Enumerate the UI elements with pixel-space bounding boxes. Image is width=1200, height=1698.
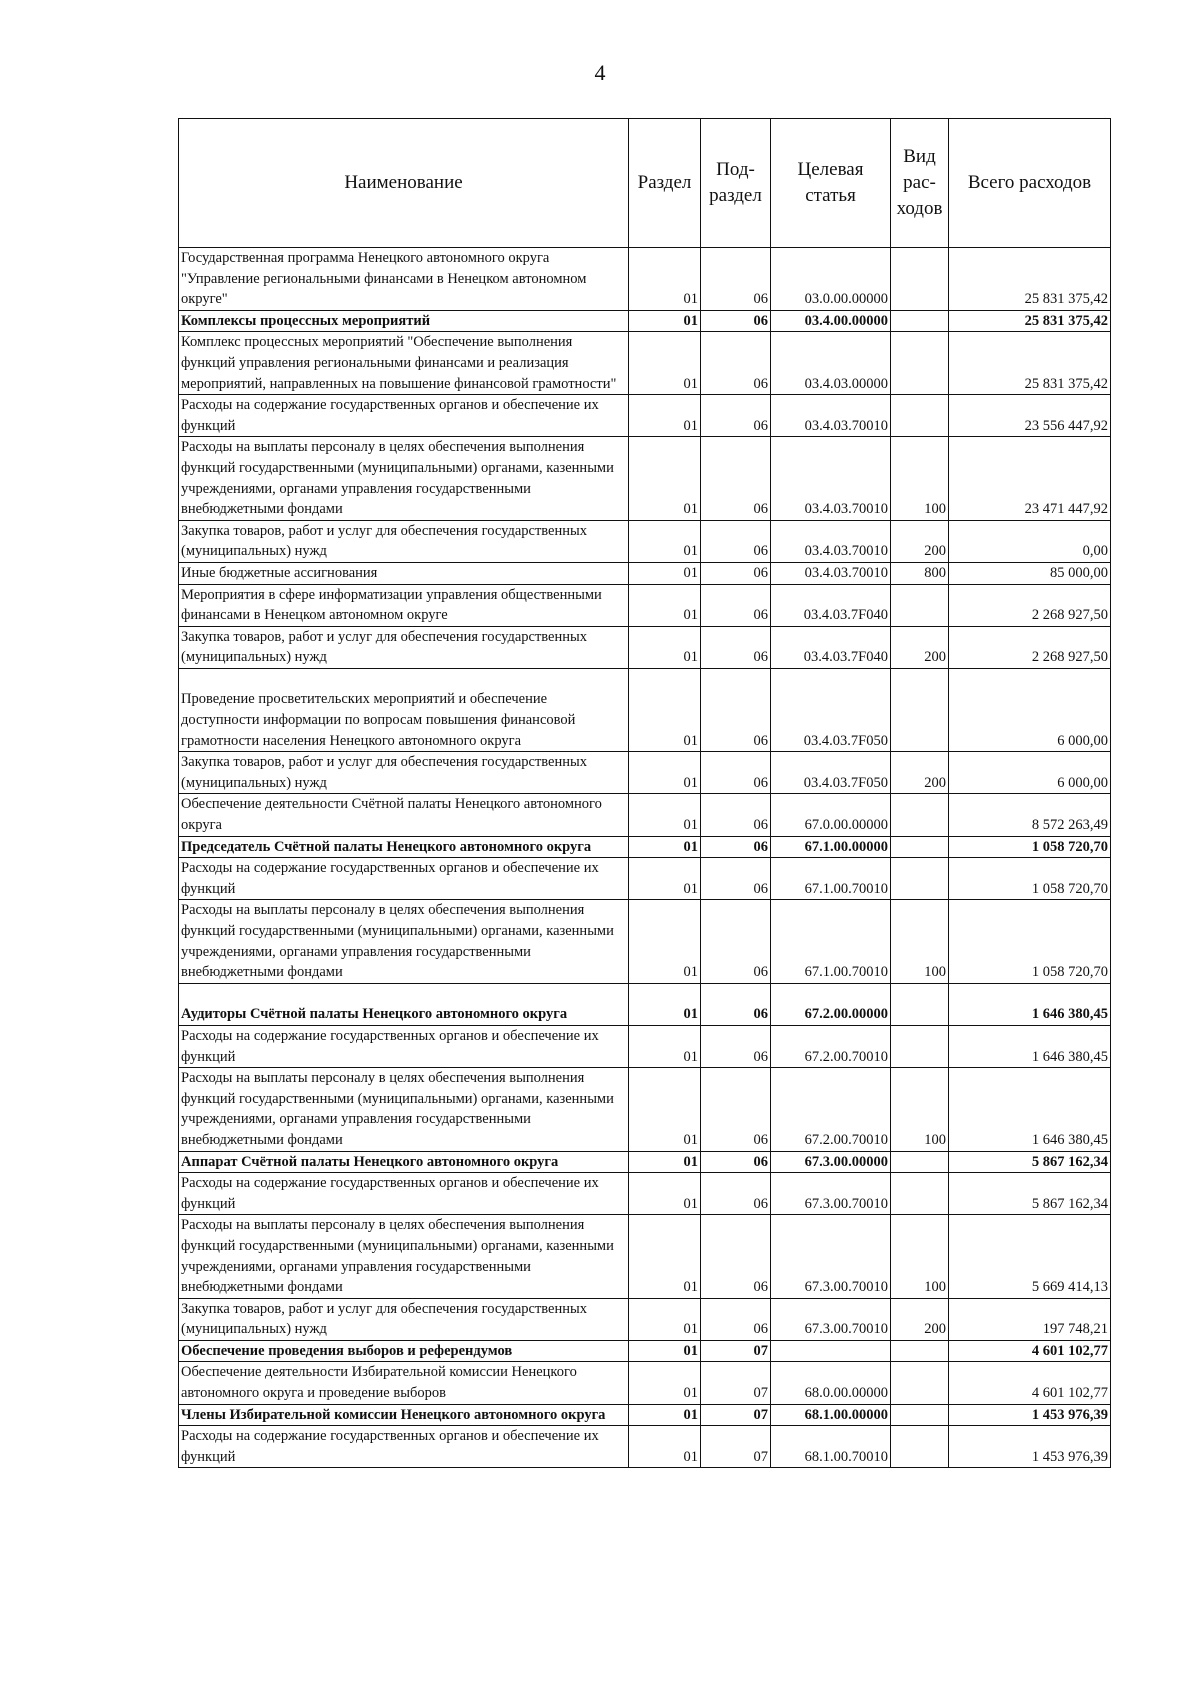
cell-podrazdel: 07	[701, 1404, 771, 1426]
budget-table	[178, 118, 1111, 1468]
cell-summa: 1 646 380,45	[949, 1025, 1111, 1067]
cell-statya: 03.4.03.70010	[771, 437, 891, 520]
cell-name: Расходы на выплаты персоналу в целях обеспечения выполнения функций государственными (муниципальными) органами, казенными учреждениями, органами управления государственными внебюджетными фондами	[179, 437, 629, 520]
cell-vid	[891, 310, 949, 332]
cell-summa: 1 646 380,45	[949, 1068, 1111, 1151]
table-row	[179, 437, 1111, 520]
cell-razdel: 01	[629, 584, 701, 626]
cell-vid: 100	[891, 437, 949, 520]
cell-summa: 85 000,00	[949, 562, 1111, 584]
cell-name: Обеспечение деятельности Счётной палаты Ненецкого автономного округа	[179, 794, 629, 836]
cell-summa: 5 867 162,34	[949, 1151, 1111, 1173]
table-row	[179, 520, 1111, 562]
cell-razdel: 01	[629, 437, 701, 520]
cell-razdel: 01	[629, 858, 701, 900]
cell-vid: 200	[891, 1298, 949, 1340]
cell-podrazdel: 06	[701, 626, 771, 668]
cell-name: Расходы на выплаты персоналу в целях обеспечения выполнения функций государственными (муниципальными) органами, казенными учреждениями, органами управления государственными внебюджетными фондами	[179, 1215, 629, 1298]
cell-summa: 1 646 380,45	[949, 983, 1111, 1025]
cell-podrazdel: 06	[701, 1151, 771, 1173]
table-row	[179, 1215, 1111, 1298]
cell-summa: 4 601 102,77	[949, 1362, 1111, 1404]
cell-vid	[891, 395, 949, 437]
cell-statya: 03.4.03.7F040	[771, 626, 891, 668]
header-name: Наименование	[179, 119, 629, 248]
cell-summa: 1 058 720,70	[949, 836, 1111, 858]
cell-statya: 03.4.03.7F050	[771, 668, 891, 751]
cell-name: Председатель Счётной палаты Ненецкого автономного округа	[179, 836, 629, 858]
cell-podrazdel: 07	[701, 1426, 771, 1468]
cell-name: Закупка товаров, работ и услуг для обеспечения государственных (муниципальных) нужд	[179, 752, 629, 794]
cell-vid: 100	[891, 1068, 949, 1151]
table-row	[179, 310, 1111, 332]
cell-statya: 67.1.00.70010	[771, 900, 891, 983]
cell-podrazdel: 07	[701, 1340, 771, 1362]
cell-razdel: 01	[629, 836, 701, 858]
table-row	[179, 1173, 1111, 1215]
cell-summa: 2 268 927,50	[949, 584, 1111, 626]
cell-name: Закупка товаров, работ и услуг для обеспечения государственных (муниципальных) нужд	[179, 626, 629, 668]
cell-podrazdel: 06	[701, 520, 771, 562]
cell-vid	[891, 332, 949, 395]
table-row	[179, 1298, 1111, 1340]
cell-summa: 23 556 447,92	[949, 395, 1111, 437]
cell-summa: 25 831 375,42	[949, 332, 1111, 395]
cell-name: Расходы на выплаты персоналу в целях обеспечения выполнения функций государственными (муниципальными) органами, казенными учреждениями, органами управления государственными внебюджетными фондами	[179, 1068, 629, 1151]
table-row	[179, 626, 1111, 668]
cell-podrazdel: 06	[701, 562, 771, 584]
cell-statya: 03.0.00.00000	[771, 248, 891, 311]
cell-summa: 6 000,00	[949, 752, 1111, 794]
cell-vid: 100	[891, 900, 949, 983]
cell-podrazdel: 06	[701, 1025, 771, 1067]
cell-name: Расходы на содержание государственных органов и обеспечение их функций	[179, 1426, 629, 1468]
cell-razdel: 01	[629, 1340, 701, 1362]
cell-statya: 03.4.03.70010	[771, 520, 891, 562]
cell-podrazdel: 06	[701, 668, 771, 751]
cell-podrazdel: 06	[701, 752, 771, 794]
table-row	[179, 836, 1111, 858]
cell-statya: 67.3.00.00000	[771, 1151, 891, 1173]
cell-statya: 68.0.00.00000	[771, 1362, 891, 1404]
table-row	[179, 900, 1111, 983]
cell-summa: 4 601 102,77	[949, 1340, 1111, 1362]
cell-name: Расходы на выплаты персоналу в целях обеспечения выполнения функций государственными (муниципальными) органами, казенными учреждениями, органами управления государственными внебюджетными фондами	[179, 900, 629, 983]
cell-name: Закупка товаров, работ и услуг для обеспечения государственных (муниципальных) нужд	[179, 520, 629, 562]
cell-podrazdel: 06	[701, 395, 771, 437]
cell-podrazdel: 06	[701, 1068, 771, 1151]
cell-podrazdel: 06	[701, 836, 771, 858]
cell-podrazdel: 06	[701, 1298, 771, 1340]
cell-name: Иные бюджетные ассигнования	[179, 562, 629, 584]
cell-statya: 67.3.00.70010	[771, 1173, 891, 1215]
cell-name: Проведение просветительских мероприятий и обеспечение доступности информации по вопросам повышения финансовой грамотности населения Ненецкого автономного округа	[179, 668, 629, 751]
cell-vid	[891, 1404, 949, 1426]
header-razdel: Раздел	[629, 119, 701, 248]
cell-statya: 67.1.00.00000	[771, 836, 891, 858]
table-row	[179, 1340, 1111, 1362]
cell-vid	[891, 1173, 949, 1215]
cell-name: Члены Избирательной комиссии Ненецкого автономного округа	[179, 1404, 629, 1426]
cell-vid	[891, 584, 949, 626]
cell-summa: 5 867 162,34	[949, 1173, 1111, 1215]
cell-vid	[891, 1426, 949, 1468]
table-row	[179, 794, 1111, 836]
cell-vid	[891, 1151, 949, 1173]
cell-razdel: 01	[629, 1025, 701, 1067]
cell-podrazdel: 06	[701, 584, 771, 626]
cell-name: Обеспечение деятельности Избирательной комиссии Ненецкого автономного округа и проведение выборов	[179, 1362, 629, 1404]
table-row	[179, 395, 1111, 437]
header-summa: Всего расходов	[949, 119, 1111, 248]
table-row	[179, 562, 1111, 584]
cell-statya: 03.4.03.00000	[771, 332, 891, 395]
cell-podrazdel: 06	[701, 1173, 771, 1215]
cell-vid: 200	[891, 626, 949, 668]
cell-statya: 03.4.03.7F040	[771, 584, 891, 626]
cell-statya: 67.3.00.70010	[771, 1215, 891, 1298]
table-row	[179, 1151, 1111, 1173]
table-row	[179, 1404, 1111, 1426]
cell-statya: 68.1.00.70010	[771, 1426, 891, 1468]
cell-podrazdel: 06	[701, 900, 771, 983]
cell-podrazdel: 07	[701, 1362, 771, 1404]
cell-razdel: 01	[629, 395, 701, 437]
cell-name: Мероприятия в сфере информатизации управления общественными финансами в Ненецком автономном округе	[179, 584, 629, 626]
table-row	[179, 584, 1111, 626]
table-row	[179, 1068, 1111, 1151]
cell-podrazdel: 06	[701, 1215, 771, 1298]
table-row	[179, 1426, 1111, 1468]
cell-statya: 68.1.00.00000	[771, 1404, 891, 1426]
cell-vid	[891, 858, 949, 900]
table-row	[179, 1362, 1111, 1404]
page-number: 4	[594, 60, 606, 85]
cell-vid: 800	[891, 562, 949, 584]
cell-vid: 200	[891, 752, 949, 794]
cell-statya: 67.2.00.70010	[771, 1068, 891, 1151]
cell-podrazdel: 06	[701, 983, 771, 1025]
cell-razdel: 01	[629, 626, 701, 668]
cell-razdel: 01	[629, 1215, 701, 1298]
cell-vid: 200	[891, 520, 949, 562]
cell-razdel: 01	[629, 332, 701, 395]
cell-statya: 03.4.00.00000	[771, 310, 891, 332]
header-statya: Целевая статья	[771, 119, 891, 248]
cell-statya: 67.2.00.70010	[771, 1025, 891, 1067]
cell-name: Государственная программа Ненецкого автономного округа "Управление региональными финансами в Ненецком автономном округе"	[179, 248, 629, 311]
cell-statya: 67.3.00.70010	[771, 1298, 891, 1340]
cell-summa: 1 453 976,39	[949, 1426, 1111, 1468]
cell-summa: 2 268 927,50	[949, 626, 1111, 668]
cell-podrazdel: 06	[701, 437, 771, 520]
cell-podrazdel: 06	[701, 794, 771, 836]
cell-summa: 1 453 976,39	[949, 1404, 1111, 1426]
table-row	[179, 858, 1111, 900]
cell-razdel: 01	[629, 752, 701, 794]
cell-vid	[891, 248, 949, 311]
cell-statya: 67.2.00.00000	[771, 983, 891, 1025]
cell-podrazdel: 06	[701, 310, 771, 332]
cell-name: Расходы на содержание государственных органов и обеспечение их функций	[179, 395, 629, 437]
cell-summa: 5 669 414,13	[949, 1215, 1111, 1298]
header-vid: Вид рас-ходов	[891, 119, 949, 248]
cell-name: Расходы на содержание государственных органов и обеспечение их функций	[179, 1025, 629, 1067]
cell-razdel: 01	[629, 248, 701, 311]
cell-statya: 03.4.03.7F050	[771, 752, 891, 794]
cell-vid	[891, 836, 949, 858]
cell-summa: 25 831 375,42	[949, 310, 1111, 332]
cell-statya	[771, 1340, 891, 1362]
cell-vid	[891, 668, 949, 751]
cell-razdel: 01	[629, 562, 701, 584]
cell-vid	[891, 1340, 949, 1362]
cell-razdel: 01	[629, 1426, 701, 1468]
cell-summa: 1 058 720,70	[949, 858, 1111, 900]
cell-summa: 6 000,00	[949, 668, 1111, 751]
cell-razdel: 01	[629, 900, 701, 983]
cell-name: Комплексы процессных мероприятий	[179, 310, 629, 332]
cell-razdel: 01	[629, 668, 701, 751]
cell-razdel: 01	[629, 310, 701, 332]
table-row	[179, 983, 1111, 1025]
table-body	[179, 248, 1111, 1468]
cell-summa: 1 058 720,70	[949, 900, 1111, 983]
cell-summa: 23 471 447,92	[949, 437, 1111, 520]
cell-name: Комплекс процессных мероприятий "Обеспечение выполнения функций управления региональными финансами и реализация мероприятий, направленных на повышение финансовой грамотности"	[179, 332, 629, 395]
cell-razdel: 01	[629, 1298, 701, 1340]
cell-razdel: 01	[629, 520, 701, 562]
cell-name: Аппарат Счётной палаты Ненецкого автономного округа	[179, 1151, 629, 1173]
cell-razdel: 01	[629, 1404, 701, 1426]
cell-razdel: 01	[629, 983, 701, 1025]
cell-vid	[891, 983, 949, 1025]
cell-name: Закупка товаров, работ и услуг для обеспечения государственных (муниципальных) нужд	[179, 1298, 629, 1340]
table-row	[179, 668, 1111, 751]
cell-statya: 03.4.03.70010	[771, 395, 891, 437]
cell-summa: 25 831 375,42	[949, 248, 1111, 311]
cell-name: Аудиторы Счётной палаты Ненецкого автономного округа	[179, 983, 629, 1025]
cell-name: Обеспечение проведения выборов и референдумов	[179, 1340, 629, 1362]
table-header-row	[179, 119, 1111, 248]
cell-podrazdel: 06	[701, 332, 771, 395]
cell-summa: 0,00	[949, 520, 1111, 562]
cell-name: Расходы на содержание государственных органов и обеспечение их функций	[179, 1173, 629, 1215]
cell-statya: 03.4.03.70010	[771, 562, 891, 584]
table-row	[179, 1025, 1111, 1067]
cell-summa: 8 572 263,49	[949, 794, 1111, 836]
cell-razdel: 01	[629, 1151, 701, 1173]
cell-vid: 100	[891, 1215, 949, 1298]
cell-razdel: 01	[629, 1173, 701, 1215]
cell-razdel: 01	[629, 1362, 701, 1404]
table-row	[179, 752, 1111, 794]
table-row	[179, 332, 1111, 395]
cell-vid	[891, 794, 949, 836]
cell-vid	[891, 1025, 949, 1067]
cell-razdel: 01	[629, 1068, 701, 1151]
cell-razdel: 01	[629, 794, 701, 836]
cell-statya: 67.0.00.00000	[771, 794, 891, 836]
cell-vid	[891, 1362, 949, 1404]
table-row	[179, 248, 1111, 311]
cell-name: Расходы на содержание государственных органов и обеспечение их функций	[179, 858, 629, 900]
header-podrazdel: Под-раздел	[701, 119, 771, 248]
cell-podrazdel: 06	[701, 248, 771, 311]
cell-statya: 67.1.00.70010	[771, 858, 891, 900]
cell-podrazdel: 06	[701, 858, 771, 900]
cell-summa: 197 748,21	[949, 1298, 1111, 1340]
